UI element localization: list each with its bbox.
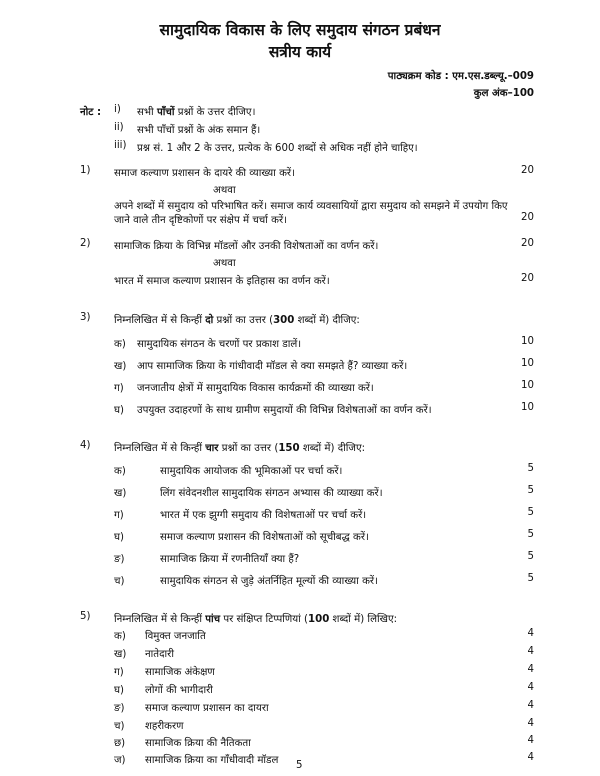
sub-question-text: समाज कल्याण प्रशासन की विशेषताओं को सूचीबद्ध करें। xyxy=(160,532,369,543)
sub-question-label: च) xyxy=(114,576,125,587)
sub-question-label: घ) xyxy=(114,685,124,696)
note-label: नोट : xyxy=(80,107,102,118)
sub-question-text: लोगों की भागीदारी xyxy=(145,685,213,696)
note-item-num: ii) xyxy=(114,122,124,133)
sub-question-marks: 4 xyxy=(527,718,534,729)
question-intro: निम्नलिखित में से किन्हीं चार प्रश्नों का उत्तर (150 शब्दों में) दीजिए: xyxy=(114,443,366,454)
note-item: प्रश्न सं. 1 और 2 के उत्तर, प्रत्येक के 600 शब्दों से अधिक नहीं होने चाहिए। xyxy=(137,143,418,154)
sub-question-marks: 5 xyxy=(527,573,534,584)
page-title: सामुदायिक विकास के लिए समुदाय संगठन प्रबंधन xyxy=(159,21,441,39)
sub-question-text: विमुक्त जनजाति xyxy=(145,631,206,642)
sub-question-label: ग) xyxy=(114,667,124,678)
question-text: भारत में समाज कल्याण प्रशासन के इतिहास का वर्णन करें। xyxy=(114,276,330,287)
sub-question-label: क) xyxy=(114,339,126,350)
question-intro: निम्नलिखित में से किन्हीं पांच पर संक्षिप्त टिप्पणियां (100 शब्दों में) लिखिए: xyxy=(114,614,398,625)
sub-question-label: ग) xyxy=(114,510,124,521)
page-subtitle: सत्रीय कार्य xyxy=(268,43,332,61)
sub-question-marks: 4 xyxy=(527,646,534,657)
total-marks: कुल अंक–100 xyxy=(473,88,534,99)
sub-question-marks: 10 xyxy=(521,380,534,391)
question-intro: निम्नलिखित में से किन्हीं दो प्रश्नों का उत्तर (300 शब्दों में) दीजिए: xyxy=(114,315,360,326)
sub-question-text: सामाजिक अंकेक्षण xyxy=(145,667,215,678)
sub-question-marks: 4 xyxy=(527,628,534,639)
sub-question-label: ख) xyxy=(114,361,127,372)
sub-question-marks: 5 xyxy=(527,507,534,518)
question-number: 5) xyxy=(80,611,91,622)
sub-question-marks: 4 xyxy=(527,682,534,693)
sub-question-text: समाज कल्याण प्रशासन का दायरा xyxy=(145,703,269,714)
note-item: सभी पाँचों प्रश्नों के उत्तर दीजिए। xyxy=(137,107,256,118)
sub-question-marks: 5 xyxy=(527,463,534,474)
question-text: सामाजिक क्रिया के विभिन्न मॉडलों और उनकी विशेषताओं का वर्णन करें। xyxy=(114,241,379,252)
sub-question-marks: 4 xyxy=(527,735,534,746)
sub-question-text: नातेदारी xyxy=(145,649,174,660)
sub-question-label: ख) xyxy=(114,488,127,499)
sub-question-marks: 5 xyxy=(527,529,534,540)
sub-question-text: सामाजिक क्रिया का गाँधीवादी मॉडल xyxy=(145,755,279,766)
course-code: पाठ्यक्रम कोड : एम.एस.डब्ल्यू.–009 xyxy=(387,71,534,82)
question-marks: 20 xyxy=(521,165,534,176)
sub-question-label: क) xyxy=(114,466,126,477)
sub-question-label: ख) xyxy=(114,649,127,660)
question-marks: 20 xyxy=(521,238,534,249)
sub-question-marks: 4 xyxy=(527,700,534,711)
sub-question-marks: 4 xyxy=(527,664,534,675)
question-marks: 20 xyxy=(521,273,534,284)
or-label: अथवा xyxy=(213,258,236,269)
question-number: 3) xyxy=(80,312,91,323)
sub-question-marks: 10 xyxy=(521,336,534,347)
sub-question-label: च) xyxy=(114,721,125,732)
sub-question-text: शहरीकरण xyxy=(145,721,184,732)
sub-question-label: क) xyxy=(114,631,126,642)
question-text: जाने वाले तीन दृष्टिकोणों पर संक्षेप में चर्चा करें। xyxy=(114,215,287,226)
sub-question-label: ग) xyxy=(114,383,124,394)
sub-question-label: घ) xyxy=(114,405,124,416)
question-text: समाज कल्याण प्रशासन के दायरे की व्याख्या करें। xyxy=(114,168,295,179)
sub-question-marks: 5 xyxy=(527,485,534,496)
or-label: अथवा xyxy=(213,185,236,196)
sub-question-label: छ) xyxy=(114,738,126,749)
question-number: 1) xyxy=(80,165,91,176)
sub-question-marks: 10 xyxy=(521,358,534,369)
sub-question-text: जनजातीय क्षेत्रों में सामुदायिक विकास कार्यक्रमों की व्याख्या करें। xyxy=(137,383,374,394)
sub-question-text: लिंग संवेदनशील सामुदायिक संगठन अभ्यास की व्याख्या करें। xyxy=(160,488,383,499)
note-item-num: iii) xyxy=(114,140,127,151)
sub-question-text: सामुदायिक संगठन के चरणों पर प्रकाश डालें। xyxy=(137,339,302,350)
sub-question-label: ङ) xyxy=(114,703,125,714)
note-item-num: i) xyxy=(114,104,121,115)
sub-question-marks: 5 xyxy=(527,551,534,562)
question-marks: 20 xyxy=(521,212,534,223)
sub-question-text: सामुदायिक संगठन से जुड़े अंतर्निहित मूल्यों की व्याख्या करें। xyxy=(160,576,378,587)
sub-question-label: घ) xyxy=(114,532,124,543)
sub-question-text: आप सामाजिक क्रिया के गांधीवादी मॉडल से क्या समझते हैं? व्याख्या करें। xyxy=(137,361,408,372)
sub-question-label: ङ) xyxy=(114,554,125,565)
question-number: 2) xyxy=(80,238,91,249)
sub-question-marks: 4 xyxy=(527,752,534,763)
question-text: अपने शब्दों में समुदाय को परिभाषित करें। समाज कार्य व्यवसायियों द्वारा समुदाय को समझने में उपयोग किए xyxy=(114,201,508,212)
sub-question-text: सामुदायिक आयोजक की भूमिकाओं पर चर्चा करें। xyxy=(160,466,343,477)
question-number: 4) xyxy=(80,440,91,451)
sub-question-text: भारत में एक झुग्गी समुदाय की विशेषताओं पर चर्चा करें। xyxy=(160,510,367,521)
sub-question-text: सामाजिक क्रिया में रणनीतियाँ क्या हैं? xyxy=(160,554,300,565)
note-item: सभी पाँचों प्रश्नों के अंक समान हैं। xyxy=(137,125,261,136)
sub-question-label: ज) xyxy=(114,755,126,766)
page-number: 5 xyxy=(296,760,303,771)
sub-question-text: उपयुक्त उदाहरणों के साथ ग्रामीण समुदायों की विभिन्न विशेषताओं का वर्णन करें। xyxy=(137,405,432,416)
sub-question-text: सामाजिक क्रिया की नैतिकता xyxy=(145,738,251,749)
sub-question-marks: 10 xyxy=(521,402,534,413)
